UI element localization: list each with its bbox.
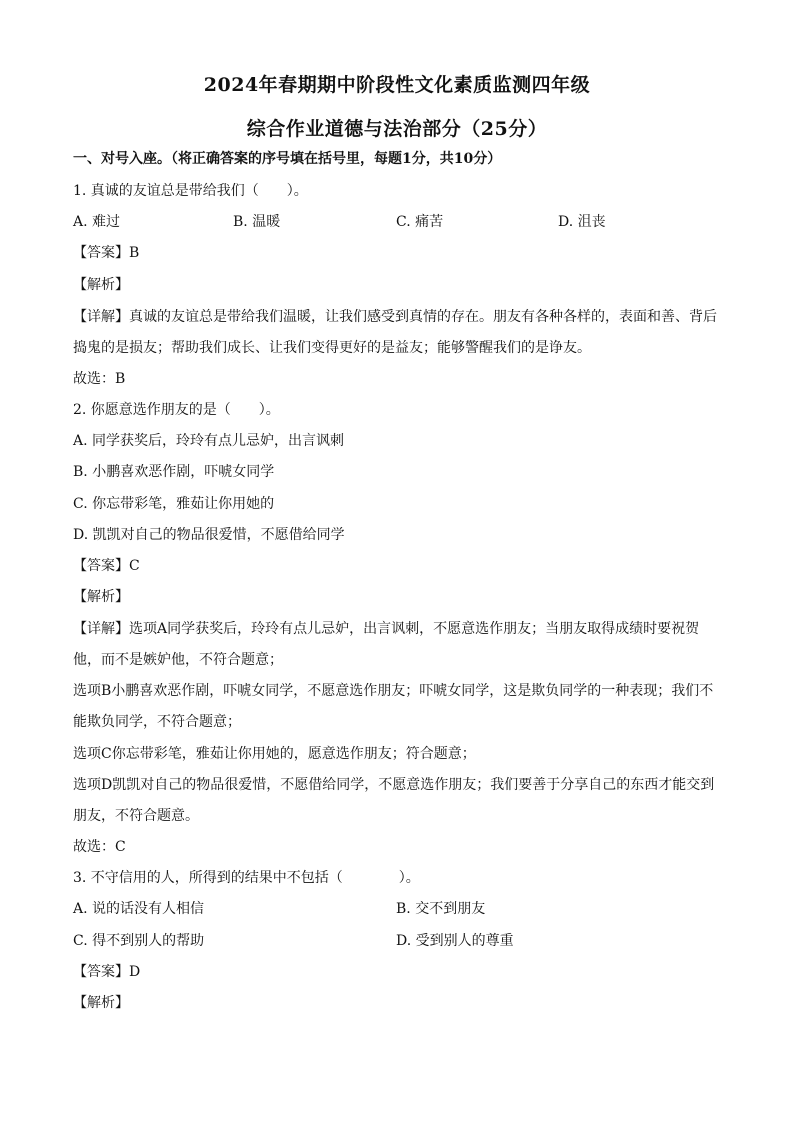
document-subtitle: 综合作业道德与法治部分（25分） [246, 118, 548, 140]
question-1-choice: 故选：B [73, 371, 126, 387]
question-1-stem: 1. 真诚的友谊总是带给我们（ ）。 [73, 183, 308, 199]
question-3-stem: 3. 不守信用的人，所得到的结果中不包括（ ）。 [73, 870, 420, 886]
question-2-option-c: C. 你忘带彩笔，雅茹让你用她的 [73, 496, 275, 512]
question-2-choice: 故选：C [73, 839, 126, 855]
question-1-option-b: B. 温暖 [233, 214, 281, 230]
question-1-option-c: C. 痛苦 [396, 214, 444, 230]
question-2-option-a: A. 同学获奖后，玲玲有点儿忌妒，出言讽刺 [73, 433, 345, 449]
question-2-detail-line-4: 能欺负同学，不符合题意； [73, 714, 241, 730]
question-3-option-b: B. 交不到朋友 [396, 901, 486, 917]
question-2-detail-line-2: 他，而不是嫉妒他，不符合题意； [73, 652, 283, 668]
section-heading: 一、对号入座。（将正确答案的序号填在括号里，每题1分，共10分） [73, 151, 502, 167]
question-2-option-b: B. 小鹏喜欢恶作剧，吓唬女同学 [73, 464, 275, 480]
question-3-answer: 【答案】D [73, 964, 141, 980]
question-2-detail-line-1: 【详解】选项A同学获奖后，玲玲有点儿忌妒，出言讽刺，不愿意选作朋友；当朋友取得成绩时要祝贺 [73, 621, 700, 637]
question-1-answer: 【答案】B [73, 245, 140, 261]
question-2-stem: 2. 你愿意选作朋友的是（ ）。 [73, 402, 280, 418]
question-2-answer: 【答案】C [73, 558, 140, 574]
question-3-option-d: D. 受到别人的尊重 [396, 933, 514, 949]
question-2-detail-line-7: 朋友，不符合题意。 [73, 808, 199, 824]
question-3-option-c: C. 得不到别人的帮助 [73, 933, 205, 949]
question-2-detail-line-6: 选项D凯凯对自己的物品很爱惜，不愿借给同学，不愿意选作朋友；我们要善于分享自己的东西才能交到 [73, 777, 715, 793]
question-1-analysis-label: 【解析】 [73, 277, 129, 293]
question-2-analysis-label: 【解析】 [73, 589, 129, 605]
question-3-analysis-label: 【解析】 [73, 995, 129, 1011]
question-2-option-d: D. 凯凯对自己的物品很爱惜，不愿借给同学 [73, 527, 345, 543]
question-1-option-d: D. 沮丧 [558, 214, 606, 230]
question-2-detail-line-3: 选项B小鹏喜欢恶作剧，吓唬女同学，不愿意选作朋友；吓唬女同学，这是欺负同学的一种表现；我们不 [73, 683, 714, 699]
question-1-detail-line-1: 【详解】真诚的友谊总是带给我们温暖，让我们感受到真情的存在。朋友有各种各样的，表面和善、背后 [73, 309, 717, 325]
question-1-option-a: A. 难过 [73, 214, 121, 230]
document-title: 2024年春期期中阶段性文化素质监测四年级 [203, 74, 591, 96]
question-2-detail-line-5: 选项C你忘带彩笔，雅茹让你用她的，愿意选作朋友；符合题意； [73, 746, 476, 762]
question-3-option-a: A. 说的话没有人相信 [73, 901, 205, 917]
question-1-detail-line-2: 捣鬼的是损友；帮助我们成长、让我们变得更好的是益友；能够警醒我们的是诤友。 [73, 340, 591, 356]
